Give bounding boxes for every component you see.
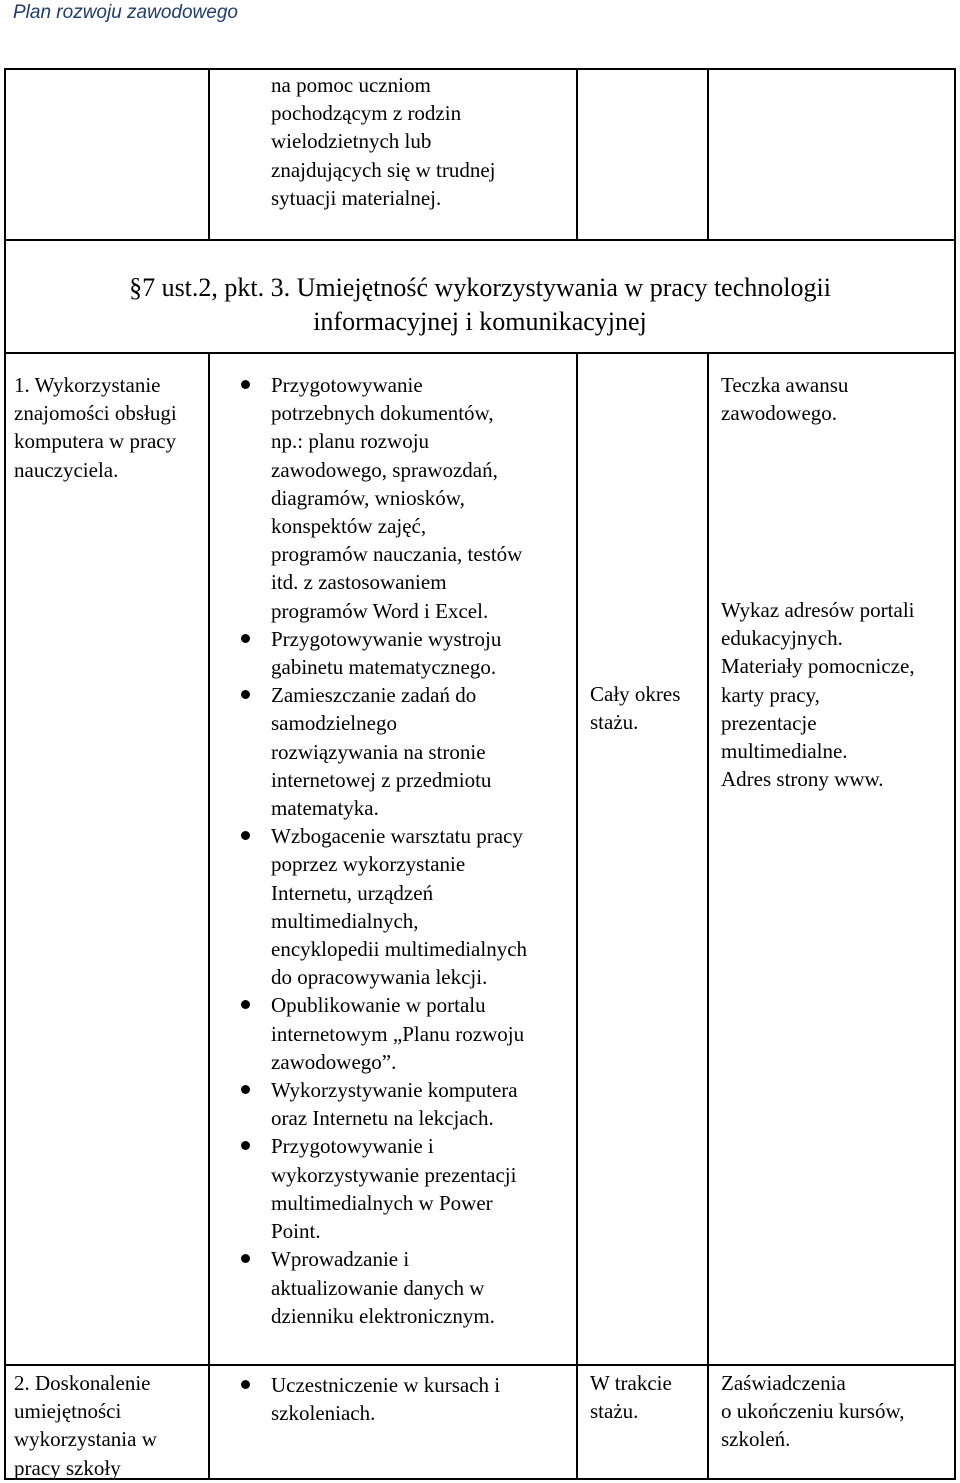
bullet-item	[271, 371, 576, 625]
row1-evidence-list	[721, 596, 956, 793]
row1-bullet-list	[271, 371, 576, 1330]
text-line: internetowej z przedmiotu	[271, 767, 492, 792]
bullet-icon	[241, 1141, 250, 1150]
text-line: znajomości obsługi	[14, 401, 177, 426]
text-line: samodzielnego	[271, 711, 397, 736]
text-line: umiejętności	[14, 1399, 122, 1424]
bullet-item	[271, 1132, 576, 1245]
bullet-icon	[241, 1000, 250, 1009]
text-line: Wykaz adresów portali	[721, 598, 915, 622]
text-line: znajdujących się w trudnej	[271, 157, 496, 182]
text-line: szkoleń.	[721, 1427, 791, 1452]
text-line: Uczestniczenie w kursach i	[271, 1373, 501, 1397]
col-divider-1	[208, 352, 210, 1480]
text-line: oraz Internetu na lekcjach.	[271, 1106, 494, 1131]
text-line: nauczyciela.	[14, 457, 119, 482]
text-line: multimedialnych,	[271, 908, 419, 933]
text-line: internetowym „Planu rozwoju	[271, 1021, 525, 1046]
col-divider-1	[208, 68, 210, 240]
text-line: edukacyjnych.	[721, 626, 843, 651]
text-line: na pomoc uczniom	[271, 73, 431, 97]
table-border-section-top	[4, 239, 956, 241]
text-line: gabinetu matematycznego.	[271, 655, 497, 680]
section-heading-line: informacyjnej i komunikacyjnej	[313, 307, 647, 336]
text-line: zawodowego.	[721, 401, 838, 426]
text-line: stażu.	[590, 710, 639, 735]
text-line: multimedialnych w Power	[271, 1190, 493, 1215]
row2-term	[590, 1369, 708, 1425]
text-line: programów nauczania, testów	[271, 542, 523, 567]
text-line: stażu.	[590, 1399, 639, 1424]
row2-bullet-list	[271, 1371, 576, 1427]
bullet-item	[271, 681, 576, 822]
text-line: potrzebnych dokumentów,	[271, 401, 494, 426]
text-line: Zaświadczenia	[721, 1371, 846, 1395]
text-line: Adres strony www.	[721, 767, 884, 792]
text-line: diagramów, wniosków,	[271, 485, 465, 510]
row1-actions	[271, 371, 576, 1330]
text-line: Przygotowywanie	[271, 373, 423, 397]
text-line: Opublikowanie w portalu	[271, 993, 486, 1018]
text-line: matematyka.	[271, 796, 379, 821]
text-line: poprzez wykorzystanie	[271, 852, 466, 877]
text-line: prezentacje	[721, 710, 817, 735]
text-line: rozwiązywania na stronie	[271, 739, 486, 764]
text-line: zawodowego, sprawozdań,	[271, 457, 498, 482]
col-divider-3	[707, 352, 709, 1480]
text-line: Teczka awansu	[721, 373, 849, 397]
row2-evidence	[721, 1369, 956, 1454]
text-line: Wzbogacenie warsztatu pracy	[271, 824, 523, 849]
bullet-icon	[241, 380, 250, 389]
row2-actions	[271, 1371, 576, 1427]
text-line: programów Word i Excel.	[271, 598, 489, 623]
text-line: dzienniku elektronicznym.	[271, 1303, 495, 1328]
bullet-item	[271, 991, 576, 1076]
row1-evidence	[721, 371, 956, 427]
bullet-item	[271, 1076, 576, 1132]
row1-task	[14, 371, 206, 484]
text-line: Cały okres	[590, 682, 681, 706]
text-line: Przygotowywanie i	[271, 1134, 434, 1159]
bullet-icon	[241, 634, 250, 643]
text-line: pracy szkoły	[14, 1455, 121, 1480]
development-plan-table	[4, 68, 956, 1480]
text-line: szkoleniach.	[271, 1401, 376, 1426]
col-divider-3	[707, 68, 709, 240]
text-line: Materiały pomocnicze,	[721, 654, 915, 679]
text-line: konspektów zajęć,	[271, 514, 427, 539]
text-line: np.: planu rozwoju	[271, 429, 430, 454]
text-line: 2. Doskonalenie	[14, 1371, 151, 1395]
text-line: Internetu, urządzeń	[271, 880, 434, 905]
text-line: Wprowadzanie i	[271, 1247, 410, 1272]
text-line: o ukończeniu kursów,	[721, 1399, 905, 1424]
text-line: do opracowywania lekcji.	[271, 965, 488, 990]
bullet-icon	[241, 831, 250, 840]
section-heading	[4, 271, 956, 339]
text-line: Zamieszczanie zadań do	[271, 683, 477, 708]
text-line: aktualizowanie danych w	[271, 1275, 485, 1300]
text-line: encyklopedii multimedialnych	[271, 937, 528, 962]
text-line: Point.	[271, 1219, 321, 1244]
text-line: Przygotowywanie wystroju	[271, 626, 502, 651]
bullet-icon	[241, 1085, 250, 1094]
text-line: 1. Wykorzystanie	[14, 373, 161, 397]
row2-task	[14, 1369, 206, 1482]
table-border-row1-top	[4, 352, 956, 354]
bullet-item	[271, 1371, 576, 1427]
bullet-icon	[241, 1380, 250, 1389]
bullet-item	[271, 625, 576, 681]
row1-term	[590, 680, 708, 736]
text-line: W trakcie	[590, 1371, 672, 1395]
table-border-top	[4, 68, 956, 70]
section-heading-line: §7 ust.2, pkt. 3. Umiejętność wykorzystywania w pracy technologii	[129, 273, 831, 302]
text-line: pochodzącym z rodzin	[271, 101, 462, 126]
bullet-icon	[241, 1254, 250, 1263]
bullet-item	[271, 1245, 576, 1330]
col-divider-2	[576, 68, 578, 240]
text-line: sytuacji materialnej.	[271, 185, 442, 210]
text-line: wykorzystywanie prezentacji	[271, 1162, 517, 1187]
text-line: multimedialne.	[721, 739, 848, 764]
top-row-task-text	[271, 71, 571, 212]
text-line: Wykorzystywanie komputera	[271, 1078, 518, 1103]
page-header-title: Plan rozwoju zawodowego	[13, 2, 238, 23]
text-line: wykorzystania w	[14, 1427, 157, 1452]
text-line: itd. z zastosowaniem	[271, 570, 447, 595]
bullet-item	[271, 822, 576, 991]
col-divider-2	[576, 352, 578, 1480]
text-line: komputera w pracy	[14, 429, 177, 454]
table-border-row2-top	[4, 1364, 956, 1366]
text-line: zawodowego”.	[271, 1049, 397, 1074]
text-line: karty pracy,	[721, 682, 820, 707]
text-line: wielodzietnych lub	[271, 129, 432, 154]
bullet-icon	[241, 690, 250, 699]
